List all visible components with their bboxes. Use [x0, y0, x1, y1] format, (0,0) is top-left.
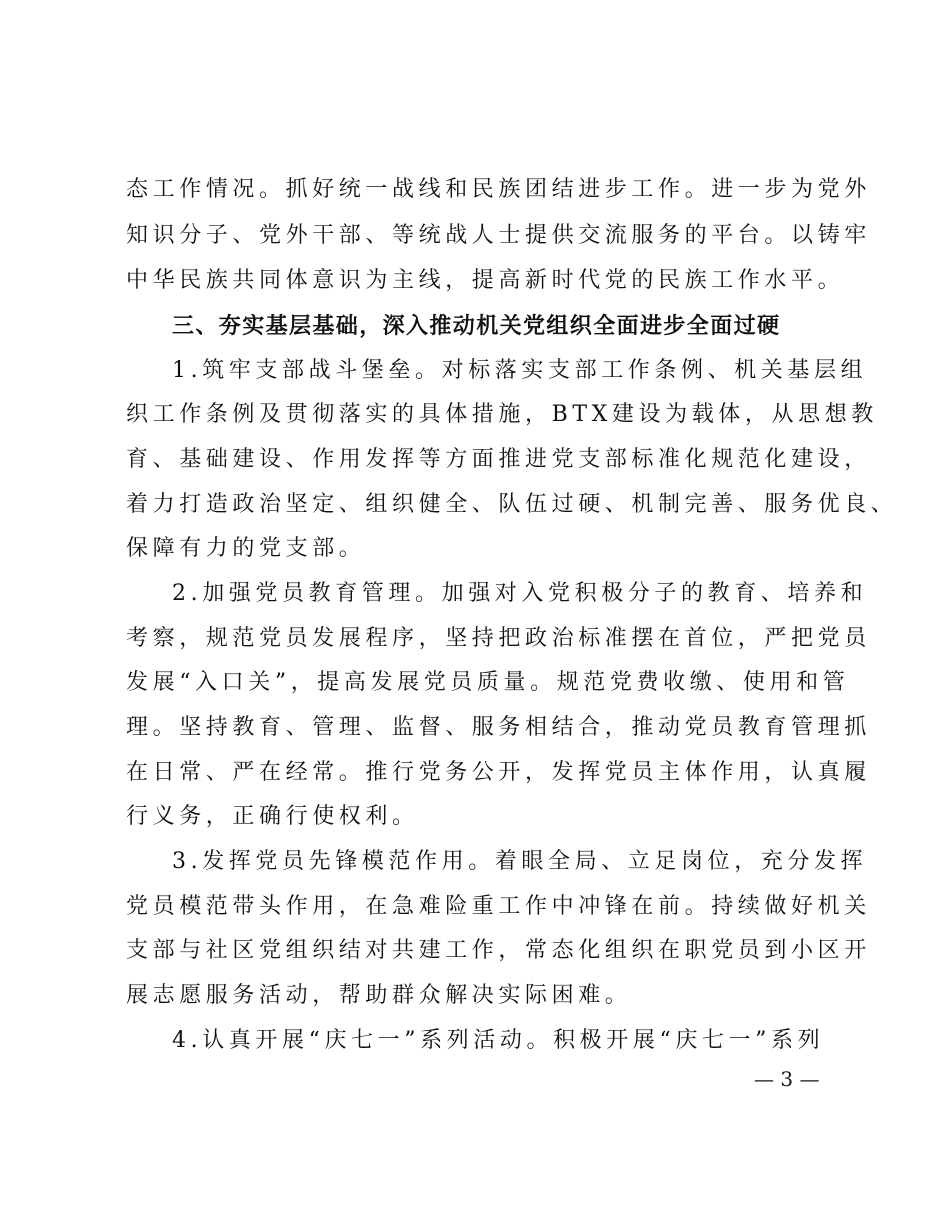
text-line: 理。坚持教育、管理、监督、服务相结合，推动党员教育管理抓 [126, 715, 871, 740]
text-line: 态工作情况。抓好统一战线和民族团结进步工作。进一步为党外 [126, 177, 871, 202]
text-line: 2.加强党员教育管理。加强对入党积极分子的教育、培养和 [172, 581, 868, 606]
text-line: 育、基础建设、作用发挥等方面推进党支部标准化规范化建设， [126, 447, 871, 472]
text-line: 党员模范带头作用，在急难险重工作中冲锋在前。持续做好机关 [126, 894, 871, 919]
text-line: 3.发挥党员先锋模范作用。着眼全局、立足岗位，充分发挥 [172, 849, 868, 874]
text-line: 织工作条例及贯彻落实的具体措施，BTX建设为载体，从思想教 [126, 402, 878, 427]
text-line: 保障有力的党支部。 [126, 536, 366, 561]
section-heading: 三、夯实基层基础，深入推动机关党组织全面进步全面过硬 [172, 314, 781, 339]
text-line: 展志愿服务活动，帮助群众解决实际困难。 [126, 983, 632, 1008]
text-line: 行义务，正确行使权利。 [126, 804, 419, 829]
text-line: 中华民族共同体意识为主线，提高新时代党的民族工作水平。 [126, 268, 845, 293]
text-line: 着力打造政治坚定、组织健全、队伍过硬、机制完善、服务优良、 [126, 492, 898, 517]
text-line: 4.认真开展“庆七一”系列活动。积极开展“庆七一”系列 [172, 1028, 825, 1053]
text-line: 在日常、严在经常。推行党务公开，发挥党员主体作用，认真履 [126, 760, 871, 785]
text-line: 发展“入口关”，提高发展党员质量。规范党费收缴、使用和管 [126, 670, 850, 695]
text-line: 1.筑牢支部战斗堡垒。对标落实支部工作条例、机关基层组 [172, 358, 868, 383]
page-number: — 3 — [754, 1067, 820, 1091]
text-line: 考察，规范党员发展程序，坚持把政治标准摆在首位，严把党员 [126, 626, 871, 651]
text-line: 支部与社区党组织结对共建工作，常态化组织在职党员到小区开 [126, 938, 871, 963]
text-line: 知识分子、党外干部、等统战人士提供交流服务的平台。以铸牢 [126, 223, 871, 248]
